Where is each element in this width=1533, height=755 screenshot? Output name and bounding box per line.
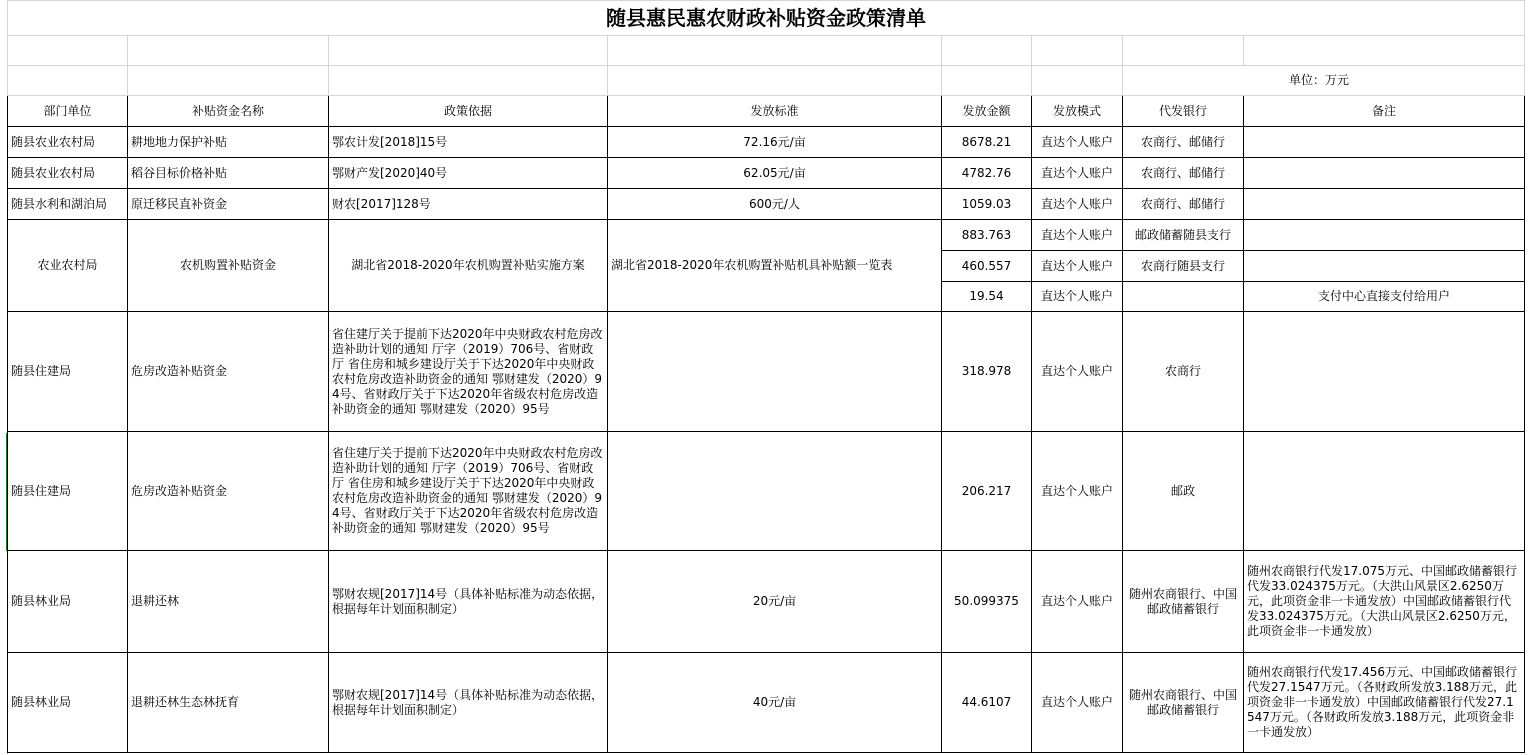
cell-amount[interactable]: 19.54 <box>942 282 1032 312</box>
cell-note[interactable] <box>1244 312 1525 432</box>
cell-amount[interactable]: 318.978 <box>942 312 1032 432</box>
header-basis: 政策依据 <box>329 96 608 127</box>
header-standard: 发放标准 <box>608 96 942 127</box>
cell-bank[interactable]: 农商行 <box>1123 312 1244 432</box>
cell-amount[interactable]: 460.557 <box>942 251 1032 282</box>
cell-dept[interactable]: 随县林业局 <box>8 653 128 753</box>
cell[interactable] <box>128 66 329 96</box>
cell-mode[interactable]: 直达个人账户 <box>1032 158 1123 189</box>
empty-row <box>8 36 1525 66</box>
cell-mode[interactable]: 直达个人账户 <box>1032 653 1123 753</box>
table-row <box>8 432 1525 551</box>
cell-amount[interactable]: 4782.76 <box>942 158 1032 189</box>
cell[interactable] <box>8 66 128 96</box>
cell-name[interactable]: 农机购置补贴资金 <box>128 220 329 312</box>
cell-standard[interactable]: 62.05元/亩 <box>608 158 942 189</box>
cell-basis[interactable]: 鄂财农规[2017]14号（具体补贴标准为动态依据，根据每年计划面积制定） <box>329 551 608 653</box>
cell[interactable] <box>942 36 1032 66</box>
cell[interactable] <box>128 36 329 66</box>
cell-mode[interactable]: 直达个人账户 <box>1032 312 1123 432</box>
cell-amount[interactable]: 883.763 <box>942 220 1032 251</box>
cell-basis[interactable]: 湖北省2018-2020年农机购置补贴实施方案 <box>329 220 608 312</box>
cell-standard[interactable]: 40元/亩 <box>608 653 942 753</box>
cell-amount[interactable]: 8678.21 <box>942 127 1032 158</box>
cell-name[interactable]: 原迁移民直补资金 <box>128 189 329 220</box>
cell-basis[interactable]: 鄂农计发[2018]15号 <box>329 127 608 158</box>
header-mode: 发放模式 <box>1032 96 1123 127</box>
cell-amount[interactable]: 206.217 <box>942 432 1032 551</box>
table-row <box>8 312 1525 432</box>
cell-name[interactable]: 退耕还林 <box>128 551 329 653</box>
cell-basis[interactable]: 省住建厅关于提前下达2020年中央财政农村危房改造补助计划的通知 厅字（2019）706号、省财政厅 省住房和城乡建设厅关于下达2020年中央财政农村危房改造补助资金的通知 鄂财建发（2020）94号、省财政厅关于下达2020年省级农村危房改造补助资金的通知 鄂财建发（2020）95号 <box>329 432 608 551</box>
cell-standard[interactable] <box>608 312 942 432</box>
cell-standard[interactable]: 20元/亩 <box>608 551 942 653</box>
cell-mode[interactable]: 直达个人账户 <box>1032 220 1123 251</box>
cell[interactable] <box>942 66 1032 96</box>
cell-name[interactable]: 退耕还林生态林抚育 <box>128 653 329 753</box>
table-row <box>8 653 1525 753</box>
page-title: 随县惠民惠农财政补贴资金政策清单 <box>8 1 1525 36</box>
cell[interactable] <box>608 36 942 66</box>
header-row <box>8 96 1525 127</box>
cell-dept[interactable]: 农业农村局 <box>8 220 128 312</box>
cell-standard[interactable]: 湖北省2018-2020年农机购置补贴机具补贴额一览表 <box>608 220 942 312</box>
cell-name[interactable]: 危房改造补贴资金 <box>128 432 329 551</box>
cell-note[interactable]: 支付中心直接支付给用户 <box>1244 282 1525 312</box>
cell-note[interactable]: 随州农商银行代发17.456万元、中国邮政储蓄银行代发27.1547万元。（各财政所发放3.188万元，此项资金非一卡通发放）中国邮政储蓄银行代发27.1547万元。（各财政所发放3.188万元，此项资金非一卡通发放） <box>1244 653 1525 753</box>
cell-bank[interactable]: 邮政 <box>1123 432 1244 551</box>
cell-amount[interactable]: 50.099375 <box>942 551 1032 653</box>
cell[interactable] <box>608 66 942 96</box>
cell-note[interactable] <box>1244 127 1525 158</box>
header-dept: 部门单位 <box>8 96 128 127</box>
cell-basis[interactable]: 财农[2017]128号 <box>329 189 608 220</box>
cell-amount[interactable]: 44.6107 <box>942 653 1032 753</box>
cell-standard[interactable]: 72.16元/亩 <box>608 127 942 158</box>
cell-note[interactable] <box>1244 158 1525 189</box>
header-bank: 代发银行 <box>1123 96 1244 127</box>
cell[interactable] <box>8 36 128 66</box>
header-name: 补贴资金名称 <box>128 96 329 127</box>
cell-mode[interactable]: 直达个人账户 <box>1032 251 1123 282</box>
cell-mode[interactable]: 直达个人账户 <box>1032 432 1123 551</box>
cell-dept[interactable]: 随县农业农村局 <box>8 158 128 189</box>
cell-note[interactable] <box>1244 432 1525 551</box>
cell-name[interactable]: 稻谷目标价格补贴 <box>128 158 329 189</box>
header-amount: 发放金额 <box>942 96 1032 127</box>
cell[interactable] <box>329 36 608 66</box>
cell-bank[interactable]: 农商行、邮储行 <box>1123 127 1244 158</box>
cell-note[interactable] <box>1244 220 1525 251</box>
cell-note[interactable] <box>1244 251 1525 282</box>
cell[interactable] <box>1244 36 1525 66</box>
table-row <box>8 127 1525 158</box>
cell-mode[interactable]: 直达个人账户 <box>1032 127 1123 158</box>
cell-dept[interactable]: 随县农业农村局 <box>8 127 128 158</box>
cell[interactable] <box>329 66 608 96</box>
cell-bank[interactable]: 随州农商银行、中国邮政储蓄银行 <box>1123 653 1244 753</box>
cell-dept[interactable]: 随县林业局 <box>8 551 128 653</box>
cell[interactable] <box>1032 36 1123 66</box>
unit-label: 单位：万元 <box>1123 66 1525 96</box>
cell-standard[interactable] <box>608 432 942 551</box>
cell-dept[interactable]: 随县住建局 <box>8 432 128 551</box>
cell-dept[interactable]: 随县水利和湖泊局 <box>8 189 128 220</box>
cell-name[interactable]: 耕地地力保护补贴 <box>128 127 329 158</box>
cell-bank[interactable]: 随州农商银行、中国邮政储蓄银行 <box>1123 551 1244 653</box>
cell-basis[interactable]: 鄂财农规[2017]14号（具体补贴标准为动态依据，根据每年计划面积制定） <box>329 653 608 753</box>
cell-standard[interactable]: 600元/人 <box>608 189 942 220</box>
table-row <box>8 158 1525 189</box>
cell-mode[interactable]: 直达个人账户 <box>1032 282 1123 312</box>
cell-note[interactable] <box>1244 189 1525 220</box>
table-row <box>8 189 1525 220</box>
cell-bank[interactable]: 邮政储蓄随县支行 <box>1123 220 1244 251</box>
cell-bank[interactable]: 农商行随县支行 <box>1123 251 1244 282</box>
header-note: 备注 <box>1244 96 1525 127</box>
cell-mode[interactable]: 直达个人账户 <box>1032 551 1123 653</box>
cell-basis[interactable]: 省住建厅关于提前下达2020年中央财政农村危房改造补助计划的通知 厅字（2019）706号、省财政厅 省住房和城乡建设厅关于下达2020年中央财政农村危房改造补助资金的通知 鄂财建发（2020）94号、省财政厅关于下达2020年省级农村危房改造补助资金的通知 鄂财建发（2020）95号 <box>329 312 608 432</box>
cell-mode[interactable]: 直达个人账户 <box>1032 189 1123 220</box>
cell-amount[interactable]: 1059.03 <box>942 189 1032 220</box>
cell-name[interactable]: 危房改造补贴资金 <box>128 312 329 432</box>
cell-bank[interactable]: 农商行、邮储行 <box>1123 189 1244 220</box>
cell-basis[interactable]: 鄂财产发[2020]40号 <box>329 158 608 189</box>
table-row <box>8 551 1525 653</box>
subsidy-table <box>7 0 1525 753</box>
cell-dept[interactable]: 随县住建局 <box>8 312 128 432</box>
cell[interactable] <box>1123 36 1244 66</box>
cell-bank[interactable]: 农商行、邮储行 <box>1123 158 1244 189</box>
cell[interactable] <box>1032 66 1123 96</box>
table-row <box>8 220 1525 251</box>
cell-bank[interactable] <box>1123 282 1244 312</box>
cell-note[interactable]: 随州农商银行代发17.075万元、中国邮政储蓄银行代发33.024375万元。（大洪山风景区2.6250万元，此项资金非一卡通发放）中国邮政储蓄银行代发33.024375万元。（大洪山风景区2.6250万元，此项资金非一卡通发放） <box>1244 551 1525 653</box>
